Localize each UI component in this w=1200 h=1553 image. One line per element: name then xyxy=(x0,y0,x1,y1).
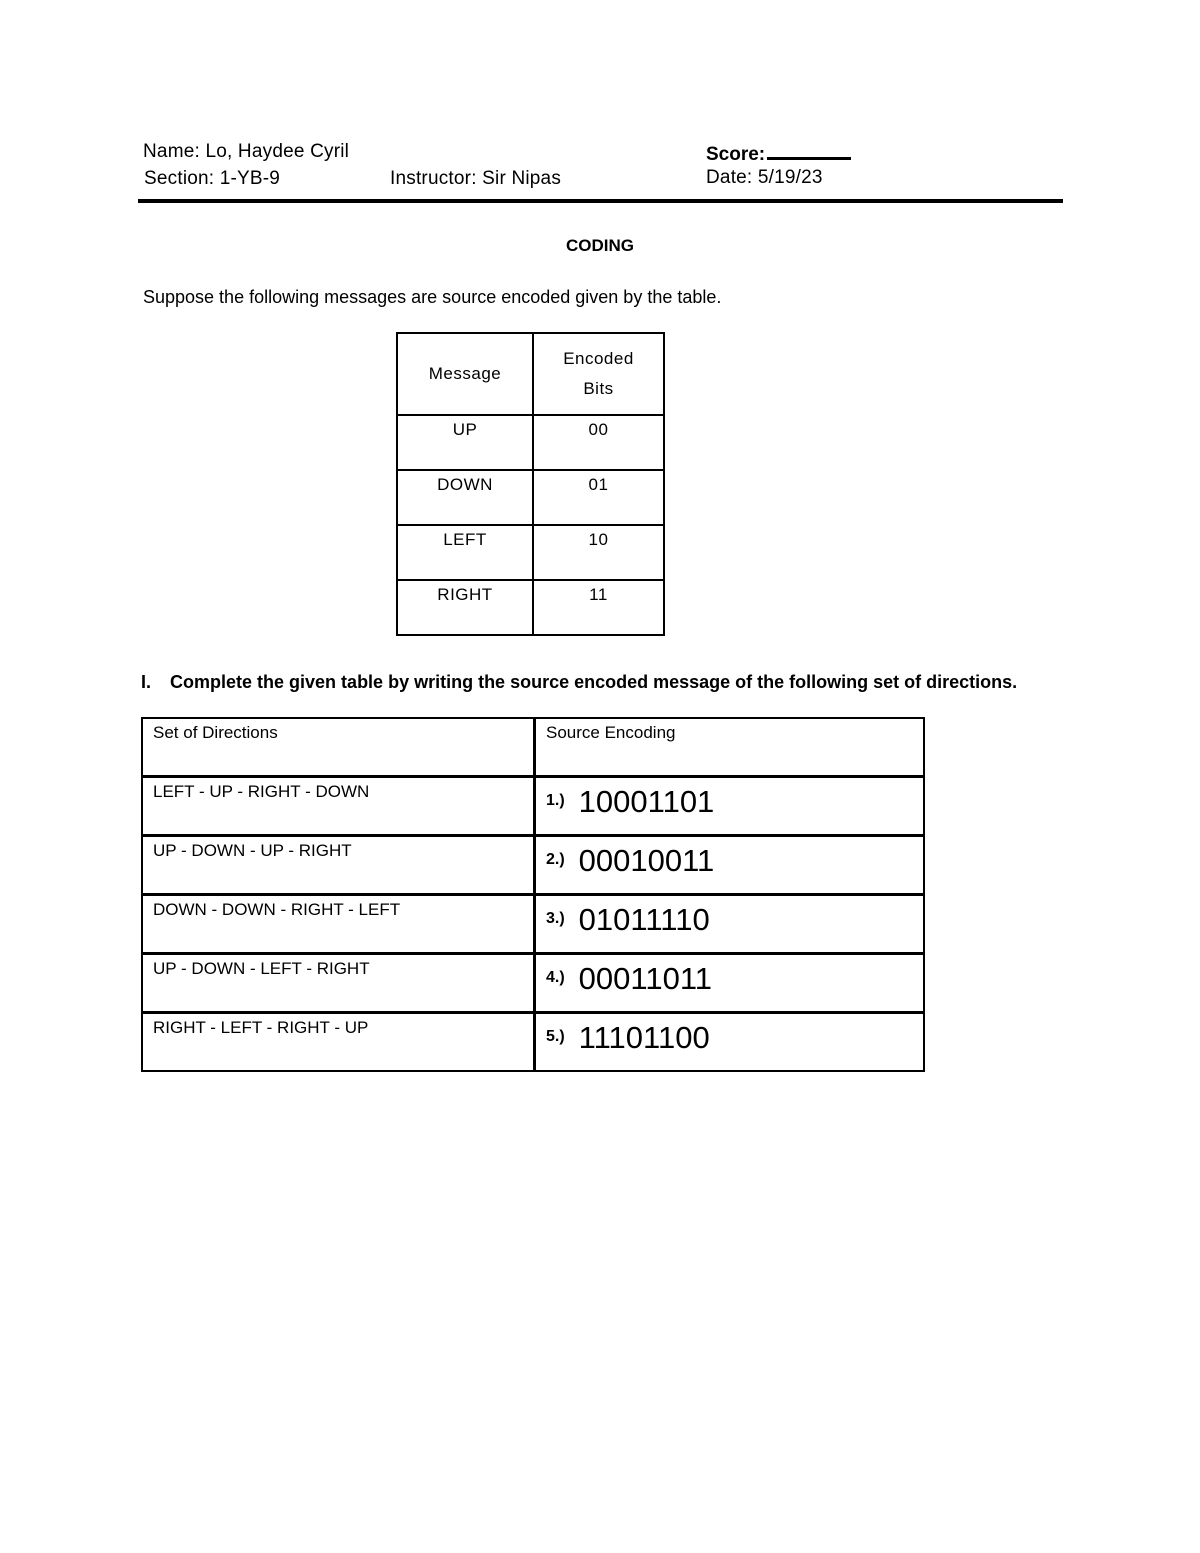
header-message: Message xyxy=(397,333,533,415)
directions-cell: UP - DOWN - UP - RIGHT xyxy=(142,836,535,895)
bits-cell: 10 xyxy=(533,525,664,580)
table-row xyxy=(142,777,924,836)
section-label: Section: 1-YB-9 xyxy=(144,168,281,189)
header-set-of-directions: Set of Directions xyxy=(142,718,535,777)
table-header-row xyxy=(142,718,924,777)
message-cell: DOWN xyxy=(397,470,533,525)
message-cell: UP xyxy=(397,415,533,470)
page-title: CODING xyxy=(566,236,634,255)
answer-value: 00011011 xyxy=(578,961,712,996)
bits-cell: 11 xyxy=(533,580,664,635)
answer-number: 2.) xyxy=(546,851,565,868)
answer-number: 1.) xyxy=(546,792,565,809)
answer-number: 5.) xyxy=(546,1028,565,1045)
header-encoded-bits xyxy=(533,333,664,415)
answer-value: 10001101 xyxy=(578,784,715,819)
score-blank-line xyxy=(767,141,851,160)
score-label: Score: xyxy=(706,144,766,165)
directions-cell: DOWN - DOWN - RIGHT - LEFT xyxy=(142,895,535,954)
table-row xyxy=(142,954,924,1013)
answer-value: 11101100 xyxy=(578,1020,710,1055)
message-cell: LEFT xyxy=(397,525,533,580)
directions-cell: UP - DOWN - LEFT - RIGHT xyxy=(142,954,535,1013)
directions-cell: RIGHT - LEFT - RIGHT - UP xyxy=(142,1013,535,1072)
table-row xyxy=(397,470,664,525)
table-header-row xyxy=(397,333,664,415)
instruction xyxy=(141,672,1017,693)
message-encoding-table xyxy=(396,332,665,636)
answer-cell xyxy=(535,1013,925,1072)
answer-value: 01011110 xyxy=(578,902,710,937)
message-cell: RIGHT xyxy=(397,580,533,635)
directions-table xyxy=(141,717,925,1072)
header-divider xyxy=(138,199,1063,203)
table-row xyxy=(397,415,664,470)
directions-cell: LEFT - UP - RIGHT - DOWN xyxy=(142,777,535,836)
header-encoded-line1: Encoded xyxy=(563,349,634,368)
score-field xyxy=(706,141,851,166)
date-label: Date: 5/19/23 xyxy=(706,167,823,188)
instruction-text: Complete the given table by writing the source encoded message of the following set of directions. xyxy=(170,672,1018,692)
answer-cell xyxy=(535,777,925,836)
header-source-encoding: Source Encoding xyxy=(535,718,925,777)
student-name: Name: Lo, Haydee Cyril xyxy=(143,141,350,162)
table-row xyxy=(397,580,664,635)
answer-cell xyxy=(535,954,925,1013)
table-row xyxy=(142,836,924,895)
bits-cell: 00 xyxy=(533,415,664,470)
answer-number: 4.) xyxy=(546,969,565,986)
table-row xyxy=(142,895,924,954)
answer-cell xyxy=(535,836,925,895)
answer-cell xyxy=(535,895,925,954)
table-row xyxy=(142,1013,924,1072)
answer-value: 00010011 xyxy=(578,843,715,878)
table-row xyxy=(397,525,664,580)
answer-number: 3.) xyxy=(546,910,565,927)
instructor-label: Instructor: Sir Nipas xyxy=(390,168,562,189)
instruction-number: I. xyxy=(141,672,152,692)
header-encoded-line2: Bits xyxy=(583,379,614,398)
bits-cell: 01 xyxy=(533,470,664,525)
intro-text: Suppose the following messages are source encoded given by the table. xyxy=(143,287,722,307)
